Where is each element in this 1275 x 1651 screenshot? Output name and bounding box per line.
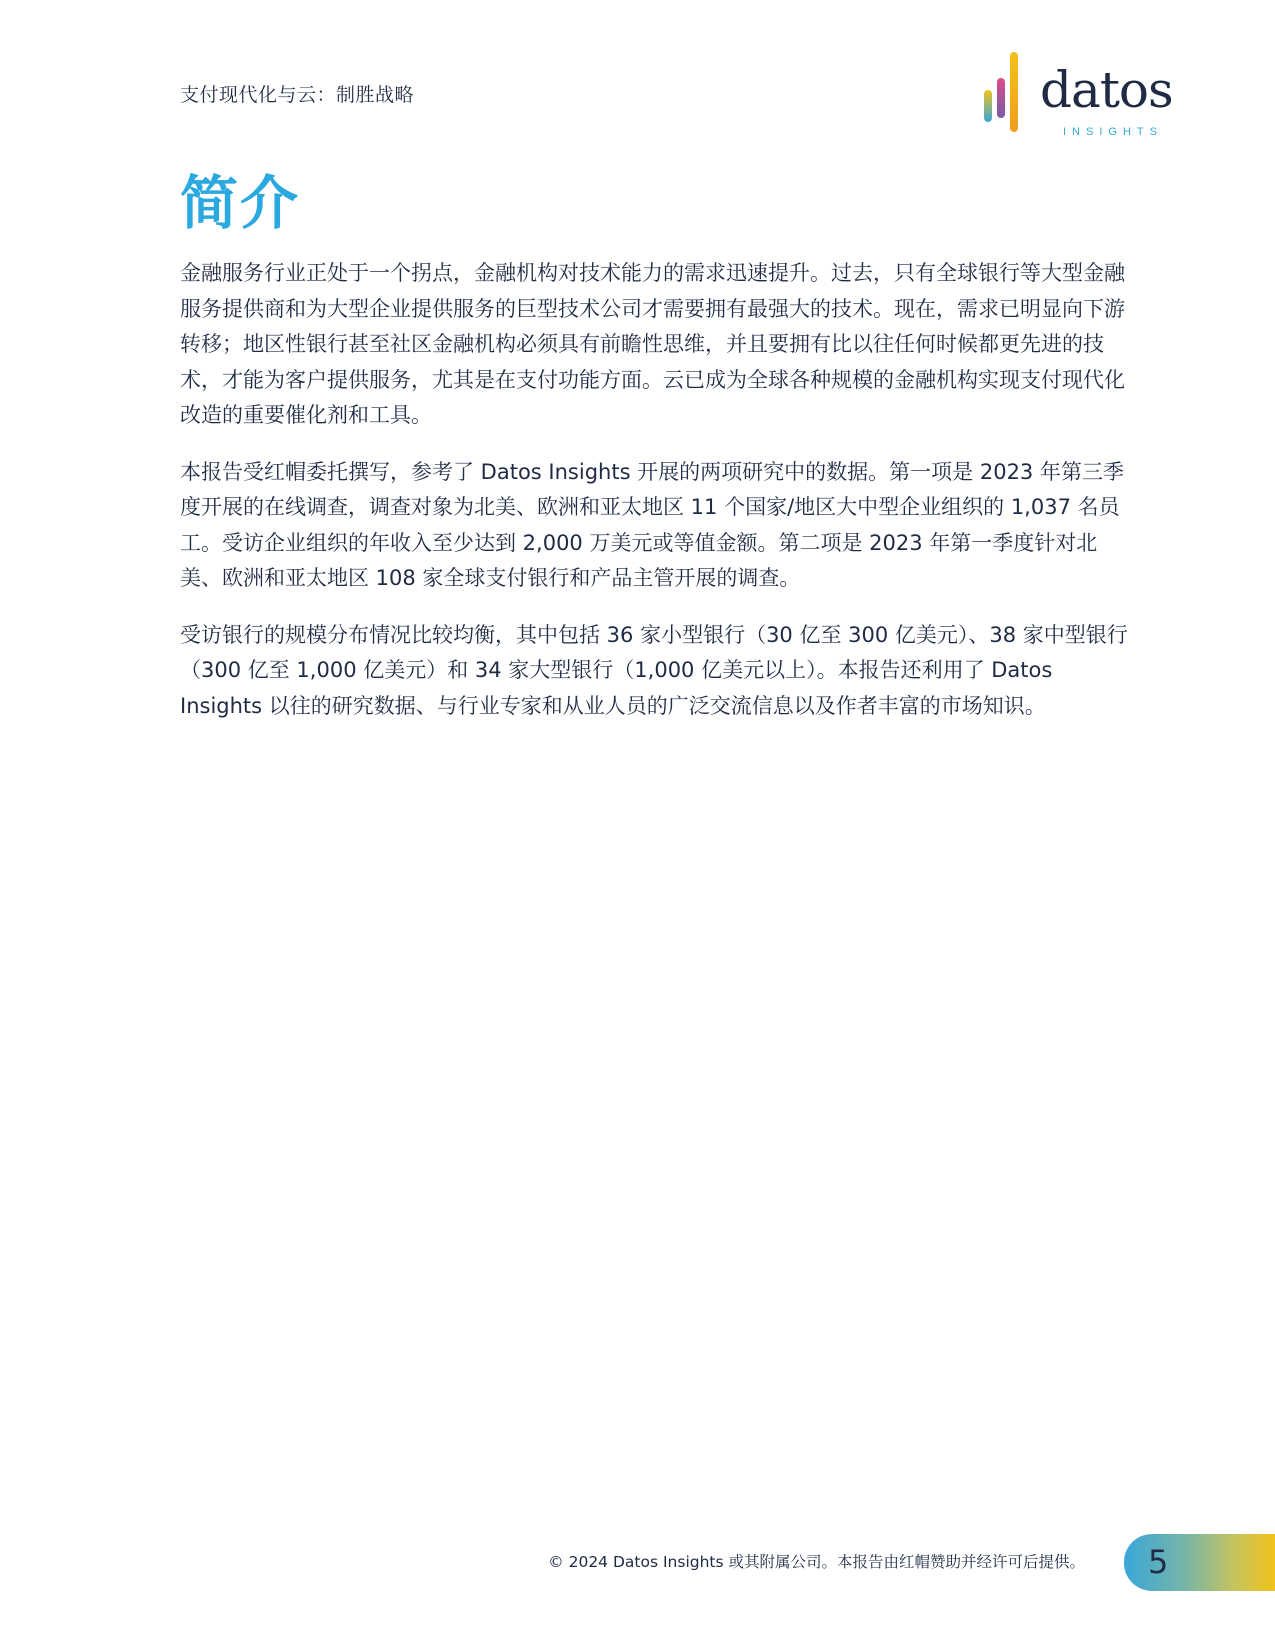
body-text — [180, 256, 1130, 745]
logo-subtitle: INSIGHTS — [1063, 126, 1163, 138]
paragraph: 受访银行的规模分布情况比较均衡，其中包括 36 家小型银行（30 亿至 300 亿美元）、38 家中型银行（300 亿至 1,000 亿美元）和 34 家大型银行（1,000 亿美元以上）。本报告还利用了 Datos Insights 以往的研究数据、与行业专家和从业人员的广泛交流信息以及作者丰富的市场知识。 — [180, 622, 1128, 718]
logo-bars-icon — [980, 48, 1030, 138]
footer-copyright: © 2024 Datos Insights 或其附属公司。本报告由红帽赞助并经许可后提供。 — [548, 1553, 1085, 1571]
paragraph: 金融服务行业正处于一个拐点，金融机构对技术能力的需求迅速提升。过去，只有全球银行等大型金融服务提供商和为大型企业提供服务的巨型技术公司才需要拥有最强大的技术。现在，需求已明显向下游转移；地区性银行甚至社区金融机构必须具有前瞻性思维，并且要拥有比以往任何时候都更先进的技术，才能为客户提供服务，尤其是在支付功能方面。云已成为全球各种规模的金融机构实现支付现代化改造的重要催化剂和工具。 — [180, 261, 1125, 427]
page-number-tab — [1124, 1534, 1275, 1591]
paragraph: 本报告受红帽委托撰写，参考了 Datos Insights 开展的两项研究中的数据。第一项是 2023 年第三季度开展的在线调查，调查对象为北美、欧洲和亚太地区 11 个国家/地区大中型企业组织的 1,037 名员工。受访企业组织的年收入至少达到 2,000 万美元或等值金额。第二项是 2023 年第一季度针对北美、欧洲和亚太地区 108 家全球支付银行和产品主管开展的调查。 — [180, 459, 1124, 590]
datos-insights-logo — [980, 48, 1180, 138]
page-number: 5 — [1148, 1543, 1169, 1581]
document-title: 支付现代化与云：制胜战略 — [180, 84, 415, 106]
section-title: 简介 — [180, 169, 301, 237]
logo-wordmark: datos — [1040, 61, 1173, 119]
